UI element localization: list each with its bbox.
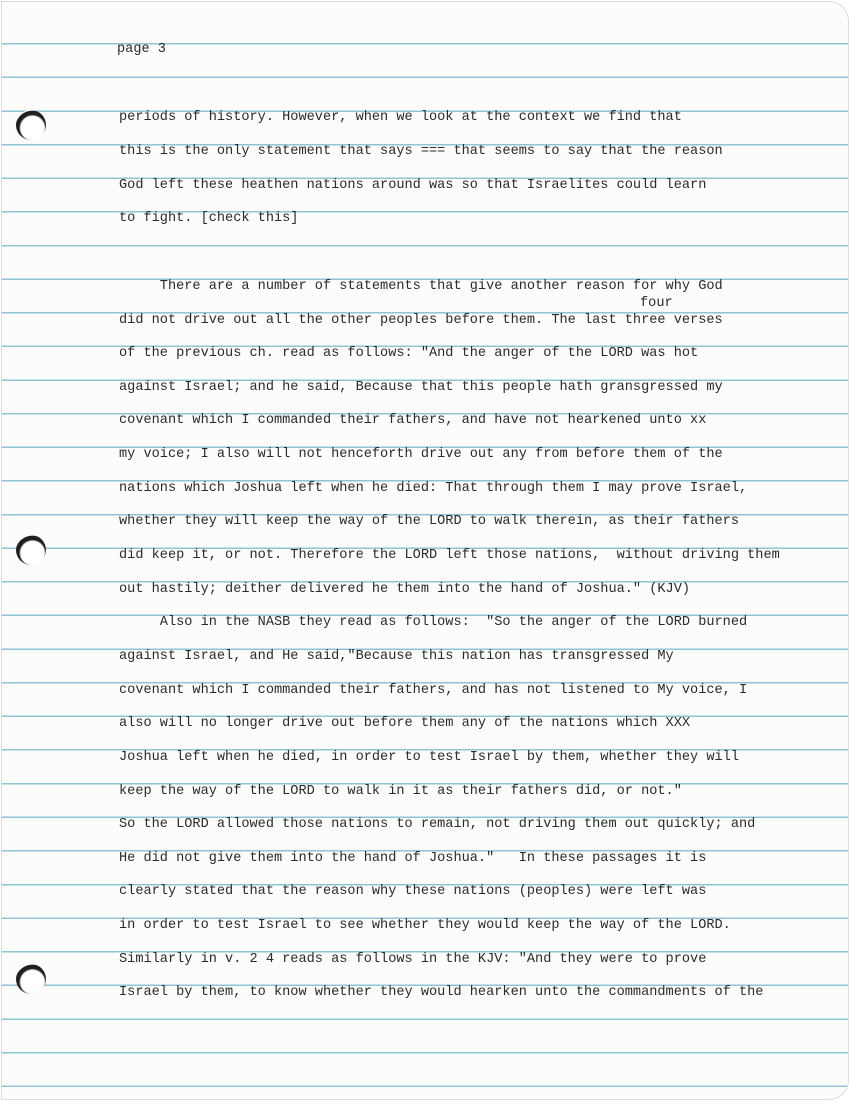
text-line: nations which Joshua left when he died: That through them I may prove Israel,	[119, 481, 748, 496]
text-line: this is the only statement that says === that seems to say that the reason	[119, 144, 723, 159]
text-line: of the previous ch. read as follows: "And the anger of the LORD was hot	[119, 346, 699, 361]
text-line: So the LORD allowed those nations to remain, not driving them out quickly; and	[119, 817, 756, 832]
text-line: Israel by them, to know whether they would hearken unto the commandments of the	[119, 985, 764, 1000]
text-line: also will no longer drive out before them any of the nations which XXX	[119, 716, 691, 731]
text-line: against Israel, and He said,"Because this nation has transgressed My	[119, 649, 674, 664]
binder-hole-bottom	[16, 964, 46, 994]
text-line: keep the way of the LORD to walk in it as their fathers did, or not."	[119, 784, 682, 799]
text-line: Joshua left when he died, in order to test Israel by them, whether they will	[119, 750, 739, 765]
text-line: did keep it, or not. Therefore the LORD left those nations, without driving them	[119, 548, 780, 563]
text-line: covenant which I commanded their fathers, and have not hearkened unto xx	[119, 413, 707, 428]
text-line: covenant which I commanded their fathers, and has not listened to My voice, I	[119, 683, 748, 698]
text-line: Also in the NASB they read as follows: "So the anger of the LORD burned	[119, 615, 748, 630]
binder-hole-top	[16, 110, 46, 140]
notebook-page	[1, 1, 849, 1100]
text-line: He did not give them into the hand of Joshua." In these passages it is	[119, 851, 707, 866]
text-line: whether they will keep the way of the LORD to walk therein, as their fathers	[119, 514, 739, 529]
handwritten-annotation: four	[640, 296, 673, 311]
binder-hole-middle	[16, 535, 46, 565]
text-line: in order to test Israel to see whether they would keep the way of the LORD.	[119, 918, 731, 933]
text-line: There are a number of statements that give another reason for why God	[119, 279, 723, 294]
page-header: page 3	[117, 42, 166, 57]
text-line: periods of history. However, when we look at the context we find that	[119, 110, 682, 125]
text-line: my voice; I also will not henceforth drive out any from before them of the	[119, 447, 723, 462]
text-line: to fight. [check this]	[119, 211, 299, 226]
text-line: against Israel; and he said, Because that this people hath gransgressed my	[119, 380, 723, 395]
text-line: God left these heathen nations around was so that Israelites could learn	[119, 178, 707, 193]
text-line: out hastily; deither delivered he them into the hand of Joshua." (KJV)	[119, 582, 691, 597]
text-line: clearly stated that the reason why these nations (peoples) were left was	[119, 884, 707, 899]
text-line: Similarly in v. 2 4 reads as follows in the KJV: "And they were to prove	[119, 952, 707, 967]
text-line: did not drive out all the other peoples before them. The last three verses	[119, 313, 723, 328]
